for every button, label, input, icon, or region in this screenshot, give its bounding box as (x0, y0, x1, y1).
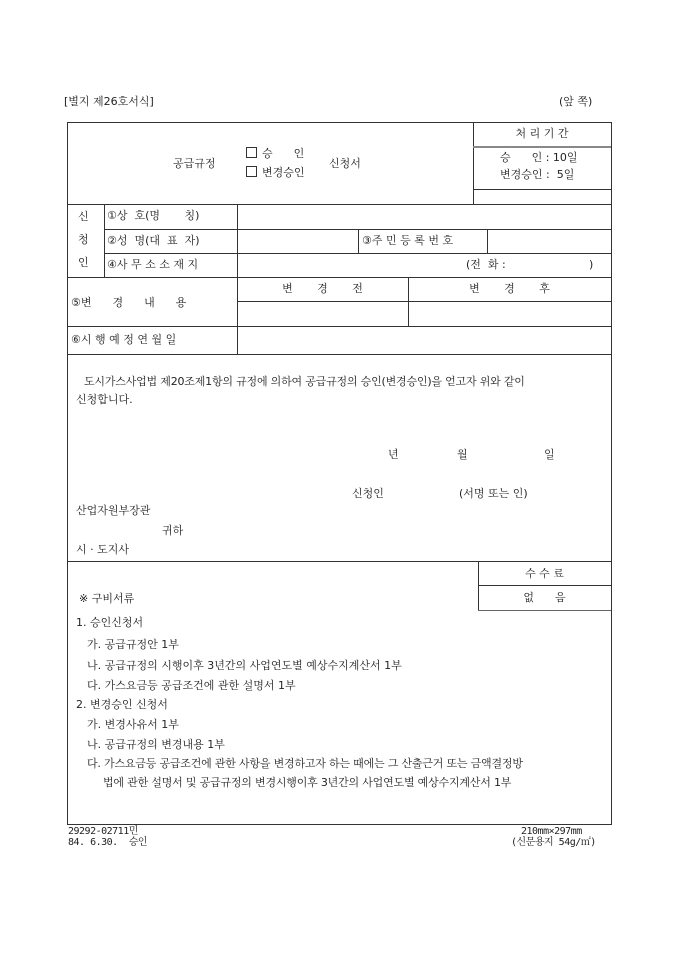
date-day: 일 (544, 448, 555, 461)
option-approval-label: 승 인 (262, 147, 305, 160)
processing-approval: 승 인 : 10일 (500, 151, 578, 164)
date-month: 월 (457, 448, 468, 461)
representative-field[interactable] (240, 234, 355, 251)
representative-label: ②성 명(대 표 자) (107, 234, 200, 247)
row-line-2 (104, 253, 611, 254)
change-after-header: 변 경 후 (469, 282, 550, 295)
option-change-approval-label: 변경승인 (262, 166, 305, 179)
applicant-group-char-1: 신 (78, 210, 89, 223)
change-before-header: 변 경 전 (282, 282, 363, 295)
effective-date-field[interactable] (240, 331, 608, 351)
change-after-field[interactable] (411, 305, 608, 323)
page-side: (앞 쪽) (559, 95, 593, 108)
fee-box-mid (478, 585, 611, 586)
statement-bottom-line (67, 561, 611, 562)
resident-number-label: ③주 민 등 록 번 호 (362, 234, 454, 247)
processing-divider (473, 146, 611, 148)
change-bottom-line (67, 326, 611, 327)
footer-paper-size: 210mm×297mm (521, 826, 582, 837)
title-suffix: 신청서 (329, 157, 361, 170)
change-contents-label: ⑤변 경 내 용 (71, 296, 187, 309)
recipient-minister: 산업자원부장관 (76, 504, 151, 517)
doc-item: 가. 변경사유서 1부 (87, 718, 179, 731)
recipient-honorific: 귀하 (162, 524, 184, 537)
applicant-group-divider (104, 204, 105, 277)
effective-date-bottom-line (67, 354, 611, 355)
doc-item: 나. 공급규정의 변경내용 1부 (87, 738, 225, 751)
resident-label-right (487, 229, 488, 253)
phone-label: (전 화 : (466, 258, 506, 271)
processing-bottom-line (473, 189, 611, 190)
applicant-group-char-2: 청 (78, 233, 89, 246)
doc-section-1-heading: 1. 승인신청서 (76, 616, 144, 629)
label-column-divider (237, 204, 238, 354)
office-address-label: ④사 무 소 소 재 지 (107, 258, 199, 271)
recipient-governor: 시 · 도지사 (76, 543, 129, 556)
company-name-field[interactable] (240, 209, 608, 226)
doc-item: 나. 공급규정의 시행이후 3년간의 사업연도별 예상수지계산서 1부 (87, 659, 402, 672)
processing-change-approval: 변경승인 : 5일 (500, 168, 575, 181)
footer-approval-date: 84. 6.30. 승인 (68, 837, 148, 848)
applicant-bottom-line (67, 277, 611, 278)
signature-hint: (서명 또는 인) (459, 487, 528, 500)
form-number: [별지 제26호서식] (64, 95, 154, 108)
doc-item: 다. 가스요금등 공급조건에 관한 설명서 1부 (87, 679, 296, 692)
doc-section-2-heading: 2. 변경승인 신청서 (76, 698, 168, 711)
documents-title: ※ 구비서류 (79, 592, 135, 605)
phone-close: ) (589, 258, 594, 271)
processing-title: 처 리 기 간 (515, 127, 569, 140)
date-year: 년 (388, 448, 399, 461)
resident-number-field[interactable] (490, 234, 608, 251)
resident-label-left (358, 229, 359, 253)
doc-item: 가. 공급규정안 1부 (87, 638, 179, 651)
change-before-field[interactable] (240, 305, 405, 323)
fee-title: 수 수 료 (525, 567, 564, 580)
effective-date-label: ⑥시 행 예 정 연 월 일 (71, 333, 177, 346)
change-approval-checkbox[interactable] (246, 166, 257, 177)
fee-box-bottom (478, 610, 611, 611)
company-name-label: ①상 호(명 칭) (107, 209, 200, 222)
title-bottom-line (67, 204, 611, 205)
change-header-line (237, 301, 611, 302)
option-approval[interactable] (246, 147, 304, 161)
applicant-signature-label: 신청인 (352, 487, 384, 500)
applicant-group-char-3: 인 (78, 256, 89, 269)
office-address-field[interactable] (240, 258, 460, 275)
doc-item: 다. 가스요금등 공급조건에 관한 사항을 변경하고자 하는 때에는 그 산출근거 또는 금액결정방 (87, 757, 523, 770)
statement-line-2: 신청합니다. (76, 393, 133, 406)
footer-paper-type: (신문용지 54g/㎡) (511, 837, 596, 848)
footer-code: 29292-02711민 (68, 826, 138, 837)
title-prefix: 공급규정 (173, 157, 216, 170)
fee-value: 없 음 (523, 591, 566, 604)
option-change-approval[interactable] (246, 166, 305, 180)
doc-item-continuation: 법에 관한 설명서 및 공급규정의 변경시행이후 3년간의 사업연도별 예상수지계산서 1부 (103, 776, 512, 789)
statement-line-1: 도시가스사업법 제20조제1항의 규정에 의하여 공급규정의 승인(변경승인)을 얻고자 위와 같이 (84, 375, 525, 388)
approval-checkbox[interactable] (246, 147, 257, 158)
